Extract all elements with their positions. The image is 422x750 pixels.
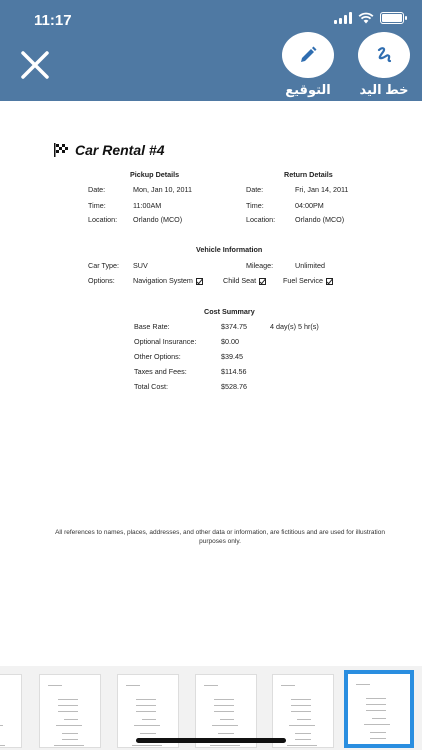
- option-child-seat: [223, 276, 266, 285]
- checkered-flag-icon: [53, 143, 69, 157]
- thumbnail-line: [366, 698, 386, 699]
- thumbnail-page-2[interactable]: [39, 674, 101, 748]
- option-navigation: [133, 276, 203, 285]
- option-fuel-service: [283, 276, 333, 285]
- thumbnail-line: [287, 745, 317, 746]
- thumbnail-line: [364, 724, 390, 725]
- car-type-label: Car Type:: [88, 261, 120, 270]
- thumbnail-line: [214, 699, 234, 700]
- insurance-label: Optional Insurance:: [134, 337, 197, 346]
- thumbnail-line: [0, 745, 5, 746]
- pencil-icon: [298, 45, 318, 65]
- pickup-heading: Pickup Details: [130, 170, 180, 179]
- thumbnail-line: [136, 711, 156, 712]
- options-label: Options:: [88, 276, 115, 285]
- thumbnail-line: [0, 725, 3, 726]
- thumbnail-line: [136, 699, 156, 700]
- status-icons: [334, 12, 404, 24]
- checkbox-checked-icon: [196, 278, 203, 285]
- thumbnail-line: [140, 733, 156, 734]
- mileage: Unlimited: [295, 261, 325, 270]
- thumbnail-line: [297, 719, 311, 720]
- signal-icon: [334, 12, 352, 24]
- thumbnail-line: [58, 699, 78, 700]
- pickup-time-label: Time:: [88, 201, 106, 210]
- other-options: $39.45: [221, 352, 243, 361]
- option-navigation-text: Navigation System: [133, 276, 193, 285]
- thumbnail-line: [62, 733, 78, 734]
- total-label: Total Cost:: [134, 382, 168, 391]
- sign-tool-label: التوقيع: [285, 82, 331, 97]
- thumbnail-line: [126, 685, 140, 686]
- scribble-icon: [373, 44, 395, 66]
- close-icon: [20, 50, 50, 80]
- thumbnail-line: [370, 738, 386, 739]
- disclaimer: All references to names, places, addresses, and other data or information, are fictitious and are used for illustration purposes only.: [55, 529, 385, 545]
- close-button[interactable]: [14, 44, 56, 86]
- return-time-label: Time:: [246, 201, 264, 210]
- thumbnail-line: [281, 685, 295, 686]
- document-page[interactable]: [0, 101, 422, 666]
- thumbnail-line: [136, 705, 156, 706]
- other-options-label: Other Options:: [134, 352, 181, 361]
- thumbnail-line: [291, 711, 311, 712]
- battery-icon: [380, 12, 404, 24]
- pickup-location-label: Location:: [88, 215, 118, 224]
- pickup-date: Mon, Jan 10, 2011: [133, 185, 193, 194]
- thumbnail-line: [372, 718, 386, 719]
- thumbnail-line: [58, 711, 78, 712]
- thumbnail-line: [218, 733, 234, 734]
- thumbnail-line: [62, 739, 78, 740]
- thumbnail-line: [370, 732, 386, 733]
- pickup-time: 11:00AM: [133, 201, 162, 210]
- checkbox-checked-icon: [259, 278, 266, 285]
- handwriting-tool-label: خط اليد: [359, 82, 409, 97]
- home-indicator: [136, 738, 286, 743]
- thumbnail-line: [212, 725, 238, 726]
- thumbnail-line: [366, 704, 386, 705]
- return-heading: Return Details: [284, 170, 333, 179]
- handwriting-tool-button[interactable]: [357, 32, 411, 98]
- return-location: Orlando (MCO): [295, 215, 345, 224]
- thumbnail-line: [58, 705, 78, 706]
- handwriting-tool-circle: [358, 32, 410, 78]
- insurance: $0.00: [221, 337, 239, 346]
- option-child-seat-text: Child Seat: [223, 276, 257, 285]
- thumbnail-line: [356, 684, 370, 685]
- thumbnail-line: [48, 685, 62, 686]
- thumbnail-line: [142, 719, 156, 720]
- thumbnail-line: [220, 719, 234, 720]
- base-rate: $374.75: [221, 322, 247, 331]
- document-title: [53, 142, 164, 158]
- car-type: SUV: [133, 261, 148, 270]
- base-rate-label: Base Rate:: [134, 322, 170, 331]
- sign-tool-button[interactable]: [281, 32, 335, 98]
- thumbnail-line: [291, 705, 311, 706]
- pickup-date-label: Date:: [88, 185, 106, 194]
- thumbnail-page-4[interactable]: [195, 674, 257, 748]
- thumbnail-line: [366, 710, 386, 711]
- thumbnail-line: [210, 745, 240, 746]
- thumbnail-line: [291, 699, 311, 700]
- pickup-location: Orlando (MCO): [133, 215, 183, 224]
- wifi-icon: [358, 12, 374, 24]
- mileage-label: Mileage:: [246, 261, 274, 270]
- taxes: $114.56: [221, 367, 247, 376]
- thumbnail-page-6-selected[interactable]: [344, 670, 414, 748]
- thumbnail-line: [214, 705, 234, 706]
- thumbnail-line: [295, 739, 311, 740]
- rental-duration: 4 day(s) 5 hr(s): [270, 322, 319, 331]
- thumbnail-line: [204, 685, 218, 686]
- vehicle-heading: Vehicle Information: [196, 245, 263, 254]
- return-date: Fri, Jan 14, 2011: [295, 185, 349, 194]
- top-toolbar: [0, 0, 422, 101]
- return-location-label: Location:: [246, 215, 276, 224]
- status-time: 11:17: [34, 12, 72, 29]
- thumbnail-line: [56, 725, 82, 726]
- sign-tool-circle: [282, 32, 334, 78]
- return-time: 04:00PM: [295, 201, 324, 210]
- thumbnail-line: [64, 719, 78, 720]
- title-text: Car Rental #4: [75, 142, 165, 158]
- thumbnail-page-5[interactable]: [272, 674, 334, 748]
- taxes-label: Taxes and Fees:: [134, 367, 187, 376]
- total: $528.76: [221, 382, 247, 391]
- thumbnail-page-1[interactable]: [0, 674, 22, 748]
- cost-heading: Cost Summary: [204, 307, 255, 316]
- thumbnail-line: [134, 725, 160, 726]
- return-date-label: Date:: [246, 185, 264, 194]
- thumbnail-line: [289, 725, 315, 726]
- thumbnail-line: [132, 745, 162, 746]
- checkbox-checked-icon: [326, 278, 333, 285]
- thumbnail-line: [214, 711, 234, 712]
- thumbnail-line: [54, 745, 84, 746]
- thumbnail-line: [362, 744, 392, 745]
- thumbnail-line: [295, 733, 311, 734]
- option-fuel-service-text: Fuel Service: [283, 276, 323, 285]
- thumbnail-page-3[interactable]: [117, 674, 179, 748]
